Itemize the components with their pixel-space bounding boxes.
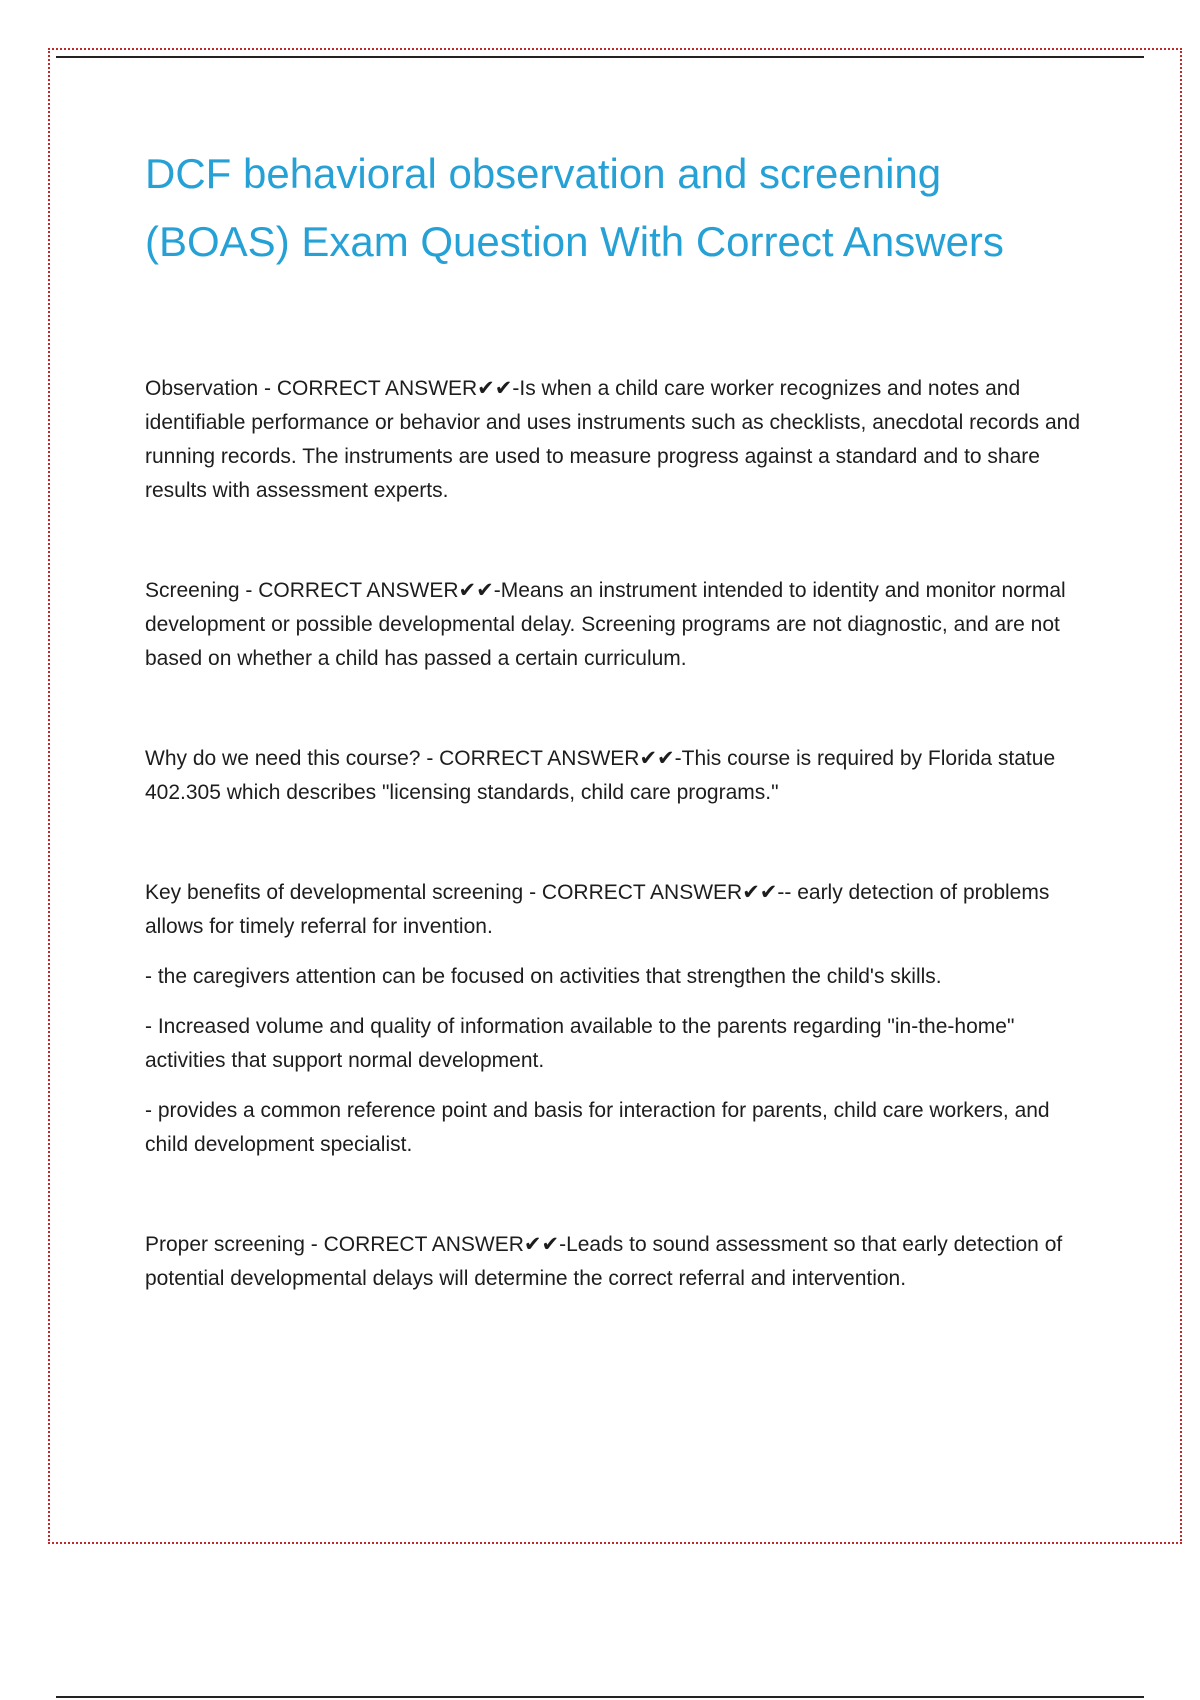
benefits-list xyxy=(145,960,1090,1162)
qa-item-proper-screening xyxy=(145,1228,1090,1296)
document-title: DCF behavioral observation and screening (BOAS) Exam Question With Correct Answers xyxy=(145,150,1004,265)
footer-rule xyxy=(56,1696,1144,1698)
header-rule xyxy=(56,56,1144,58)
qa-item-screening xyxy=(145,574,1090,676)
qa-item-key-benefits xyxy=(145,876,1090,1162)
qa-item-why-course xyxy=(145,742,1090,810)
benefit-item: - Increased volume and quality of information available to the parents regarding "in-the-home" activities that support normal development. xyxy=(145,1015,1015,1072)
qa-text: Observation - CORRECT ANSWER✔✔-Is when a child care worker recognizes and notes and identifiable performance or behavior and uses instruments such as checklists, anecdotal records and running records. The instruments are used to measure progress against a standard and to share results with assessment experts. xyxy=(145,377,1081,502)
qa-text: Key benefits of developmental screening - CORRECT ANSWER✔✔-- early detection of problems allows for timely referral for invention. xyxy=(145,881,1050,938)
document-content xyxy=(145,140,1090,1362)
qa-text: Why do we need this course? - CORRECT ANSWER✔✔-This course is required by Florida statue 402.305 which describes "licensing standards, child care programs." xyxy=(145,747,1056,804)
benefit-item: - provides a common reference point and basis for interaction for parents, child care workers, and child development specialist. xyxy=(145,1099,1050,1156)
qa-text: Proper screening - CORRECT ANSWER✔✔-Leads to sound assessment so that early detection of potential developmental delays will determine the correct referral and intervention. xyxy=(145,1233,1063,1290)
benefit-item: - the caregivers attention can be focused on activities that strengthen the child's skills. xyxy=(145,965,942,988)
qa-text: Screening - CORRECT ANSWER✔✔-Means an instrument intended to identity and monitor normal development or possible developmental delay. Screening programs are not diagnostic, and are not based on whether a child has passed a certain curriculum. xyxy=(145,579,1066,670)
qa-list xyxy=(145,372,1090,1296)
qa-item-observation xyxy=(145,372,1090,508)
